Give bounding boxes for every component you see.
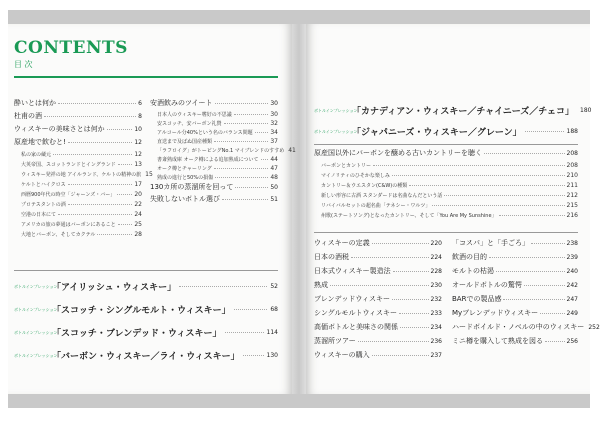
toc-entry (452, 282, 578, 289)
toc-entry (314, 282, 442, 289)
feature-label: ボトルインプレッション (14, 352, 58, 358)
entry-title: 「コスパ」と「手ごろ」 (452, 239, 529, 247)
entry-page: 37 (270, 138, 278, 145)
entry-page: 238 (566, 240, 578, 247)
toc-entry (314, 163, 578, 169)
entry-title: オールドボトルの驚愕 (452, 281, 522, 289)
entry-title: 130カ所の蒸溜所を回って (150, 183, 234, 191)
entry-page: 252 (588, 324, 600, 331)
entry-title: 大地とバーボン、そしてカクテル (21, 232, 96, 238)
toc-entry (452, 323, 600, 331)
feature-label: ボトルインプレッション (314, 128, 358, 134)
entry-title: 原産地で飲むと! (14, 138, 66, 146)
entry-page: 256 (566, 338, 578, 345)
entry-title: 蒸溜所ツアー (314, 337, 356, 345)
entry-title: 新しい形容に古酒 スタンダードは名曲なんだという話 (321, 193, 443, 199)
entry-title: 「ラフロイグ」がトーピングNo.1 マイブレンドのすすめ (157, 148, 285, 154)
entry-page: 41 (288, 147, 296, 154)
entry-title: ウィスキーの購入 (314, 351, 370, 359)
entry-title: 直送まで及ばぬ国産種類 (157, 139, 213, 145)
entry-title: 大英帝国、スコットランドとイングランド (21, 162, 116, 168)
toc-entry (452, 254, 578, 261)
entry-page: 216 (566, 212, 578, 219)
entry-title: 飲酒の目的 (452, 253, 487, 261)
leader-dots (525, 131, 564, 132)
leader-dots (372, 242, 429, 244)
entry-title: 日本式ウィスキー製造法 (314, 267, 391, 275)
leader-dots (432, 204, 564, 206)
leader-dots (373, 164, 565, 166)
entry-page: 47 (270, 165, 278, 172)
toc-entry (314, 338, 442, 345)
entry-page: 30 (270, 100, 278, 107)
leader-dots (68, 183, 133, 185)
entry-page: 17 (134, 181, 142, 188)
leader-dots (68, 141, 133, 143)
right-divider-2 (314, 232, 578, 233)
toc-entry (14, 162, 142, 168)
entry-page: 239 (566, 254, 578, 261)
leader-dots (53, 153, 132, 155)
leader-dots (499, 214, 565, 216)
entry-title: バーボンとカントリー (321, 163, 372, 169)
contents-title: CONTENTS (14, 38, 128, 58)
entry-title: 杜甫の酒 (14, 112, 42, 120)
entry-title: 熟成 (314, 281, 328, 289)
entry-page: 25 (134, 221, 142, 228)
toc-entry (452, 296, 578, 303)
feature-title: 「スコッチ・ブレンデッド・ウィスキー」 (52, 329, 222, 339)
feature-label: ボトルインプレッション (14, 329, 58, 335)
right-divider-1 (314, 144, 578, 145)
entry-page: 210 (566, 172, 578, 179)
toc-entry (14, 202, 142, 208)
entry-title: リバイバルセットの超名曲「テネシー・ワルツ」 (321, 203, 431, 209)
toc-entry (452, 338, 578, 345)
right-column-1 (314, 240, 442, 366)
leader-dots (224, 122, 269, 124)
toc-entry (14, 222, 142, 228)
toc-entry (314, 296, 442, 303)
toc-entry (14, 100, 142, 107)
leader-dots (225, 332, 264, 333)
leader-dots (222, 198, 268, 200)
leader-dots (409, 184, 564, 186)
toc-entry (14, 182, 142, 188)
leader-dots (58, 102, 136, 104)
entry-title: ウィスキーの美味さとは何か (14, 125, 105, 133)
toc-entry (314, 240, 442, 247)
entry-page: 230 (430, 282, 442, 289)
leader-dots (215, 176, 268, 178)
feature-page: 68 (270, 306, 278, 313)
entry-title: 高価ボトルと美味さの関係 (314, 323, 398, 331)
toc-entry (14, 126, 142, 133)
toc-entry (14, 171, 153, 178)
toc-entry (314, 173, 578, 179)
entry-title: 熟成の進行と50%の損傷 (157, 175, 214, 181)
toc-entry (452, 310, 578, 317)
top-shadow-band (8, 10, 590, 24)
entry-title: 私の家の蔵元 (21, 152, 52, 158)
right-middle-list (314, 150, 578, 223)
leader-dots (372, 354, 429, 356)
leader-dots (118, 163, 133, 165)
leader-dots (118, 223, 133, 225)
entry-page: 28 (134, 231, 142, 238)
leader-dots (68, 203, 133, 205)
leader-dots (540, 312, 564, 314)
feature-label: ボトルインプレッション (314, 107, 358, 113)
toc-entry (314, 310, 442, 317)
entry-page: 22 (134, 201, 142, 208)
feature-title: 「カナディアン・ウィスキー／チャイニーズ／チェコ」 (352, 107, 575, 117)
leader-dots (243, 355, 264, 356)
entry-page: 20 (134, 191, 142, 198)
feature-page: 130 (266, 352, 278, 359)
entry-title: ミニ樽を購入して熟成を図る (452, 337, 543, 345)
entry-title: オーク樽とチャーリング (157, 166, 212, 172)
leader-dots (117, 193, 132, 195)
toc-entry (150, 196, 278, 203)
toc-entry (314, 183, 578, 189)
leader-dots (400, 326, 429, 328)
entry-page: 50 (270, 184, 278, 191)
entry-title: アメリカの旅の夢通はバーボンにあること (21, 222, 116, 228)
entry-title: アルコール分40%という名のバランス問題 (157, 130, 253, 136)
toc-entry (314, 324, 442, 331)
title-rule (14, 76, 278, 78)
leader-dots (97, 233, 132, 235)
entry-title: 酔いとは何か (14, 99, 56, 107)
toc-entry (150, 166, 278, 172)
toc-entry (150, 100, 278, 107)
feature-label: ボトルインプレッション (14, 283, 58, 289)
entry-page: 24 (134, 211, 142, 218)
featured-entry (14, 326, 278, 339)
toc-entry (314, 193, 578, 199)
toc-entry (150, 175, 278, 181)
toc-entry (14, 212, 142, 218)
toc-entry (150, 112, 278, 118)
leader-dots (392, 174, 565, 176)
entry-page: 8 (138, 113, 142, 120)
leader-dots (179, 286, 267, 287)
entry-page: 30 (270, 111, 278, 118)
leader-dots (255, 131, 269, 133)
leader-dots (392, 298, 429, 300)
book-gutter (292, 24, 306, 394)
feature-label: ボトルインプレッション (14, 306, 58, 312)
entry-title: BARでの製品感 (452, 295, 502, 303)
leader-dots (399, 312, 428, 314)
toc-entry (14, 192, 142, 198)
leader-dots (484, 152, 565, 154)
leader-dots (215, 102, 269, 104)
entry-page: 51 (270, 196, 278, 203)
entry-page: 220 (430, 240, 442, 247)
entry-page: 12 (134, 151, 142, 158)
toc-entry (314, 203, 578, 209)
entry-page: 211 (566, 182, 578, 189)
toc-entry (150, 157, 278, 163)
leader-dots (214, 167, 269, 169)
entry-title: マイノリティのひそかな楽しみ (321, 173, 390, 179)
entry-page: 249 (566, 310, 578, 317)
feature-title: 「バーボン・ウィスキー／ライ・ウィスキー」 (52, 352, 240, 362)
feature-title: 「スコッチ・シングルモルト・ウィスキー」 (52, 306, 231, 316)
feature-page: 188 (566, 128, 578, 135)
entry-title: 日本の酒税 (314, 253, 349, 261)
toc-entry (452, 240, 578, 247)
leader-dots (503, 298, 564, 300)
leader-dots (107, 128, 133, 130)
toc-entry (150, 184, 278, 191)
entry-page: 6 (138, 100, 142, 107)
toc-entry (314, 268, 442, 275)
leader-dots (261, 158, 269, 160)
leader-dots (44, 115, 136, 117)
leader-dots (393, 270, 429, 272)
toc-entry (14, 113, 142, 120)
entry-page: 34 (270, 129, 278, 136)
leader-dots (531, 242, 565, 244)
entry-page: 237 (430, 352, 442, 359)
entry-page: 212 (566, 192, 578, 199)
entry-title: 空港の日本にて (21, 212, 57, 218)
entry-title: 安スコッチ、安バーボン礼賛 (157, 121, 222, 127)
leader-dots (496, 270, 565, 272)
toc-entry (314, 213, 578, 219)
entry-title: 安酒飲みのツイート (150, 99, 213, 107)
entry-title: ウィスキー発祥の地 アイルランド、ケルトの精神の旅 (21, 172, 142, 178)
entry-title: シングルモルトウィスキー (314, 309, 398, 317)
entry-page: 247 (566, 296, 578, 303)
right-column-2 (452, 239, 600, 352)
entry-page: 208 (566, 162, 578, 169)
entry-page: 32 (270, 120, 278, 127)
entry-title: ケルトとハイクロス (21, 182, 66, 188)
entry-page: 228 (430, 268, 442, 275)
entry-title: ブレンデッドウィスキー (314, 295, 390, 303)
feature-page: 114 (266, 329, 278, 336)
entry-title: プロテスタントの酒 (21, 202, 66, 208)
entry-page: 208 (566, 150, 578, 157)
leader-dots (235, 186, 268, 188)
feature-title: 「アイリッシュ・ウィスキー」 (52, 283, 177, 293)
toc-entry (314, 254, 442, 261)
feature-title: 「ジャパニーズ・ウィスキー／グレーン」 (352, 128, 522, 138)
right-featured-list (314, 104, 592, 146)
featured-entry (14, 349, 278, 362)
entry-page: 48 (270, 174, 278, 181)
contents-subtitle: 目 次 (14, 60, 33, 69)
entry-page: 232 (430, 296, 442, 303)
entry-page: 13 (134, 161, 142, 168)
leader-dots (214, 140, 268, 142)
feature-page: 52 (270, 283, 278, 290)
bottom-shadow-band (8, 394, 590, 408)
entry-title: ハードボイルド・ノベルの中のウィスキー (452, 323, 585, 331)
entry-title: カントリー＆ウエスタン(C&W)の種類 (321, 183, 408, 189)
entry-page: 15 (145, 171, 153, 178)
toc-entry (14, 152, 142, 158)
left-featured-list (14, 280, 278, 372)
leader-dots (234, 309, 268, 310)
entry-page: 233 (430, 310, 442, 317)
toc-entry (14, 139, 142, 146)
leader-dots (545, 340, 565, 342)
leader-dots (444, 194, 564, 196)
entry-title: 書斎熟成庫 オーク樽による追加熟成について (157, 157, 259, 163)
entry-page: 236 (430, 338, 442, 345)
leader-dots (351, 256, 429, 258)
entry-page: 12 (134, 139, 142, 146)
toc-entry (150, 130, 278, 136)
featured-entry (14, 303, 278, 316)
toc-entry (14, 232, 142, 238)
feature-page: 180 (580, 107, 592, 114)
entry-page: 44 (270, 156, 278, 163)
leader-dots (358, 340, 429, 342)
entry-title: Myブレンデッドウィスキー (452, 309, 539, 317)
left-column-2 (150, 99, 296, 208)
entry-title: モルトの枯渇 (452, 267, 494, 275)
toc-entry (314, 150, 578, 157)
entry-page: 240 (566, 268, 578, 275)
entry-title: 失敗しないボトル選び (150, 195, 220, 203)
entry-title: 原産国以外にバーボンを醸める古いカントリーを聴く (314, 149, 482, 157)
leader-dots (524, 284, 565, 286)
leader-dots (489, 256, 565, 258)
entry-page: 234 (430, 324, 442, 331)
toc-entry (150, 121, 278, 127)
leader-dots (234, 113, 269, 115)
left-column-1 (14, 99, 153, 242)
leader-dots (330, 284, 429, 286)
featured-entry (314, 125, 578, 138)
entry-title: 西暦900年代の時空「ジャーンズ・バー」 (21, 192, 116, 198)
toc-entry (314, 352, 442, 359)
toc-entry (150, 147, 296, 154)
featured-entry (14, 280, 278, 293)
left-divider (14, 270, 278, 271)
toc-entry (452, 268, 578, 275)
entry-title: ウィスキーの定義 (314, 239, 370, 247)
entry-page: 242 (566, 282, 578, 289)
entry-title: 日本人のウィスキー嗜好の不思議 (157, 112, 232, 118)
entry-page: 224 (430, 254, 442, 261)
toc-entry (150, 139, 278, 145)
featured-entry (314, 104, 592, 117)
leader-dots (58, 213, 132, 215)
entry-title: 州歌(ステートソング)となったカントリー、そして「You Are My Sunshine」 (321, 213, 497, 219)
entry-page: 215 (566, 202, 578, 209)
entry-page: 10 (134, 126, 142, 133)
